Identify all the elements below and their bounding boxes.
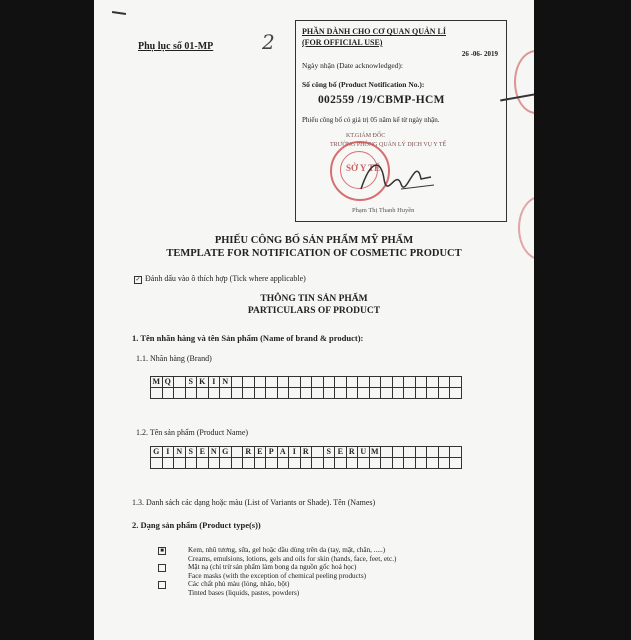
- notification-number-label: Số công bố (Product Notification No.):: [302, 80, 425, 89]
- empty-cell: [450, 458, 462, 469]
- empty-cell: [392, 458, 404, 469]
- empty-cell: [185, 388, 197, 399]
- letter-cell: [358, 377, 370, 388]
- empty-cell: [415, 458, 427, 469]
- empty-cell: [335, 458, 347, 469]
- letter-cell: [231, 377, 243, 388]
- empty-cell: [266, 458, 278, 469]
- empty-cell: [369, 458, 381, 469]
- empty-cell: [243, 458, 255, 469]
- empty-cell: [323, 458, 335, 469]
- section-2-heading: 2. Dạng sản phẩm (Product type(s)): [132, 520, 261, 530]
- letter-cell: [346, 377, 358, 388]
- empty-cell: [335, 388, 347, 399]
- letter-cell: N: [174, 447, 186, 458]
- letter-cell: M: [370, 447, 379, 456]
- letter-cell: [427, 447, 439, 458]
- letter-cell: G: [151, 447, 163, 458]
- product-name-label: 1.2. Tên sản phẩm (Product Name): [136, 428, 249, 437]
- letter-cell: [450, 377, 462, 388]
- official-use-box: [295, 20, 507, 222]
- letter-cell: R: [346, 447, 358, 458]
- letter-cell: [289, 377, 301, 388]
- letter-cell: I: [208, 377, 220, 388]
- letter-cell: E: [335, 447, 347, 458]
- empty-cell: [185, 458, 197, 469]
- letter-cell: [381, 377, 393, 388]
- empty-cell: [151, 388, 163, 399]
- letter-cell: [438, 447, 450, 458]
- empty-cell: [254, 388, 266, 399]
- checkbox-icon[interactable]: [158, 581, 166, 589]
- empty-cell: [300, 388, 312, 399]
- empty-cell: [369, 388, 381, 399]
- section-title-en: PARTICULARS OF PRODUCT: [247, 306, 381, 316]
- checkbox-checked-icon: ✓: [135, 277, 141, 283]
- notification-number: 002559 /19/CBMP-HCM: [318, 94, 445, 106]
- official-title-en: (FOR OFFICIAL USE): [302, 38, 383, 47]
- empty-cell: [381, 388, 393, 399]
- section-1-heading: 1. Tên nhãn hàng và tên Sản phẩm (Name of brand & product):: [132, 333, 364, 343]
- empty-cell: [277, 458, 289, 469]
- letter-cell: [312, 377, 324, 388]
- variants-label: 1.3. Danh sách các dạng hoặc màu (List of Variants or Shade). Tên (Names): [132, 498, 376, 507]
- empty-cell: [174, 388, 186, 399]
- letter-cell: [266, 377, 278, 388]
- empty-cell: [208, 388, 220, 399]
- empty-cell: [231, 388, 243, 399]
- pen-mark: [112, 11, 126, 15]
- empty-cell: [243, 388, 255, 399]
- letter-cell: [323, 377, 335, 388]
- empty-cell: [266, 388, 278, 399]
- letter-cell: [404, 377, 416, 388]
- empty-cell: [162, 388, 174, 399]
- product-type-en: Tinted bases (liquids, pastes, powders): [188, 588, 300, 597]
- empty-cell: [346, 388, 358, 399]
- empty-cell: [438, 388, 450, 399]
- letter-cell: K: [197, 377, 209, 388]
- letter-cell: S: [185, 447, 197, 458]
- empty-cell: [300, 458, 312, 469]
- letter-cell: N: [220, 377, 232, 388]
- empty-cell: [254, 458, 266, 469]
- empty-cell: [358, 458, 370, 469]
- empty-cell: [208, 458, 220, 469]
- product-type-en: Creams, emulsions, lotions, gels and oils for skin (hands, face, feet, etc.): [188, 554, 397, 563]
- letter-cell: [415, 377, 427, 388]
- empty-cell: [438, 458, 450, 469]
- acknowledged-date: 26 -06- 2019: [461, 50, 498, 58]
- letter-cell: I: [162, 447, 174, 458]
- form-title-en: TEMPLATE FOR NOTIFICATION OF COSMETIC PRODUCT: [166, 248, 462, 259]
- empty-cell: [289, 388, 301, 399]
- product-type-item: [156, 563, 516, 580]
- checkbox-icon[interactable]: [158, 564, 166, 572]
- letter-cell: [369, 377, 381, 388]
- checkbox-icon[interactable]: ■: [158, 547, 166, 555]
- brand-label: 1.1. Nhãn hàng (Brand): [136, 354, 212, 363]
- letter-cell: [427, 377, 439, 388]
- empty-cell: [220, 388, 232, 399]
- empty-cell: [151, 458, 163, 469]
- product-name-grid: [150, 446, 462, 469]
- letter-cell: [392, 377, 404, 388]
- empty-cell: [277, 388, 289, 399]
- empty-cell: [323, 388, 335, 399]
- letter-cell: E: [197, 447, 209, 458]
- letter-cell: E: [254, 447, 266, 458]
- empty-cell: [358, 388, 370, 399]
- empty-cell: [427, 388, 439, 399]
- letter-cell: G: [220, 447, 232, 458]
- brand-grid: [150, 376, 462, 399]
- empty-cell: [197, 388, 209, 399]
- empty-cell: [220, 458, 232, 469]
- empty-cell: [231, 458, 243, 469]
- signature-icon: [356, 149, 436, 199]
- letter-cell: [392, 447, 404, 458]
- empty-cell: [289, 458, 301, 469]
- letter-cell: [277, 377, 289, 388]
- letter-cell: R: [243, 447, 255, 458]
- empty-cell: [381, 458, 393, 469]
- product-types-list: [156, 546, 516, 598]
- product-type-vi: Mặt nạ (chỉ trừ sản phẩm làm bong da nguồn gốc hoá học): [188, 563, 357, 572]
- document-page: [94, 0, 534, 640]
- empty-cell: [450, 388, 462, 399]
- section-title-vi: THÔNG TIN SẢN PHẨM: [260, 294, 368, 304]
- letter-cell: [174, 377, 186, 388]
- letter-cell: S: [185, 377, 197, 388]
- handwritten-number: 2: [262, 30, 275, 54]
- empty-cell: [404, 458, 416, 469]
- empty-cell: [312, 388, 324, 399]
- letter-cell: S: [323, 447, 335, 458]
- letter-cell: [254, 377, 266, 388]
- product-type-item: [156, 580, 516, 597]
- letter-cell: I: [289, 447, 301, 458]
- validity-note: Phiếu công bố có giá trị 05 năm kể từ ngày nhận.: [302, 116, 440, 124]
- letter-cell: N: [208, 447, 220, 458]
- empty-cell: [312, 458, 324, 469]
- signer-name: Phạm Thị Thanh Huyền: [352, 207, 415, 214]
- empty-cell: [427, 458, 439, 469]
- letter-cell: [335, 377, 347, 388]
- tick-note: [134, 274, 306, 284]
- date-label: Ngày nhận (Date acknowledged):: [302, 61, 404, 70]
- form-title-vi: PHIẾU CÔNG BỐ SẢN PHẨM MỸ PHẨM: [214, 235, 414, 246]
- letter-cell: [450, 447, 462, 458]
- letter-cell: R: [300, 447, 312, 458]
- product-type-vi: Kem, nhũ tương, sữa, gel hoặc dầu dùng trên da (tay, mặt, chân, .....): [188, 546, 386, 554]
- letter-cell: U: [358, 447, 370, 458]
- letter-cell: [231, 447, 243, 458]
- letter-cell: [243, 377, 255, 388]
- empty-cell: [162, 458, 174, 469]
- tick-note-text: Đánh dấu vào ô thích hợp (Tick where applicable): [145, 274, 306, 283]
- letter-cell: [381, 447, 393, 458]
- appendix-label: Phụ lục số 01-MP: [138, 41, 214, 52]
- letter-cell: [312, 447, 324, 458]
- letter-cell: [404, 447, 416, 458]
- seal-text: SỞ Y TẾ: [346, 163, 381, 173]
- empty-cell: [404, 388, 416, 399]
- empty-cell: [392, 388, 404, 399]
- official-title-vi: PHẦN DÀNH CHO CƠ QUAN QUẢN LÍ: [302, 27, 446, 36]
- letter-cell: [300, 377, 312, 388]
- stamp-department: TRƯỞNG PHÒNG QUẢN LÝ DỊCH VỤ Y TẾ: [330, 142, 447, 148]
- empty-cell: [197, 458, 209, 469]
- letter-cell: P: [266, 447, 278, 458]
- letter-cell: M: [152, 377, 161, 386]
- edge-stamp-icon: [514, 50, 534, 114]
- empty-cell: [174, 458, 186, 469]
- letter-cell: [415, 447, 427, 458]
- letter-cell: Q: [162, 377, 174, 388]
- empty-cell: [415, 388, 427, 399]
- letter-cell: A: [277, 447, 289, 458]
- empty-cell: [346, 458, 358, 469]
- product-type-en: Face masks (with the exception of chemical peeling products): [188, 571, 367, 580]
- stamp-head: KT.GIÁM ĐỐC: [346, 133, 386, 139]
- product-type-vi: Các chất phủ màu (lỏng, nhão, bột): [188, 580, 290, 589]
- letter-cell: [438, 377, 450, 388]
- product-type-item: [156, 546, 516, 563]
